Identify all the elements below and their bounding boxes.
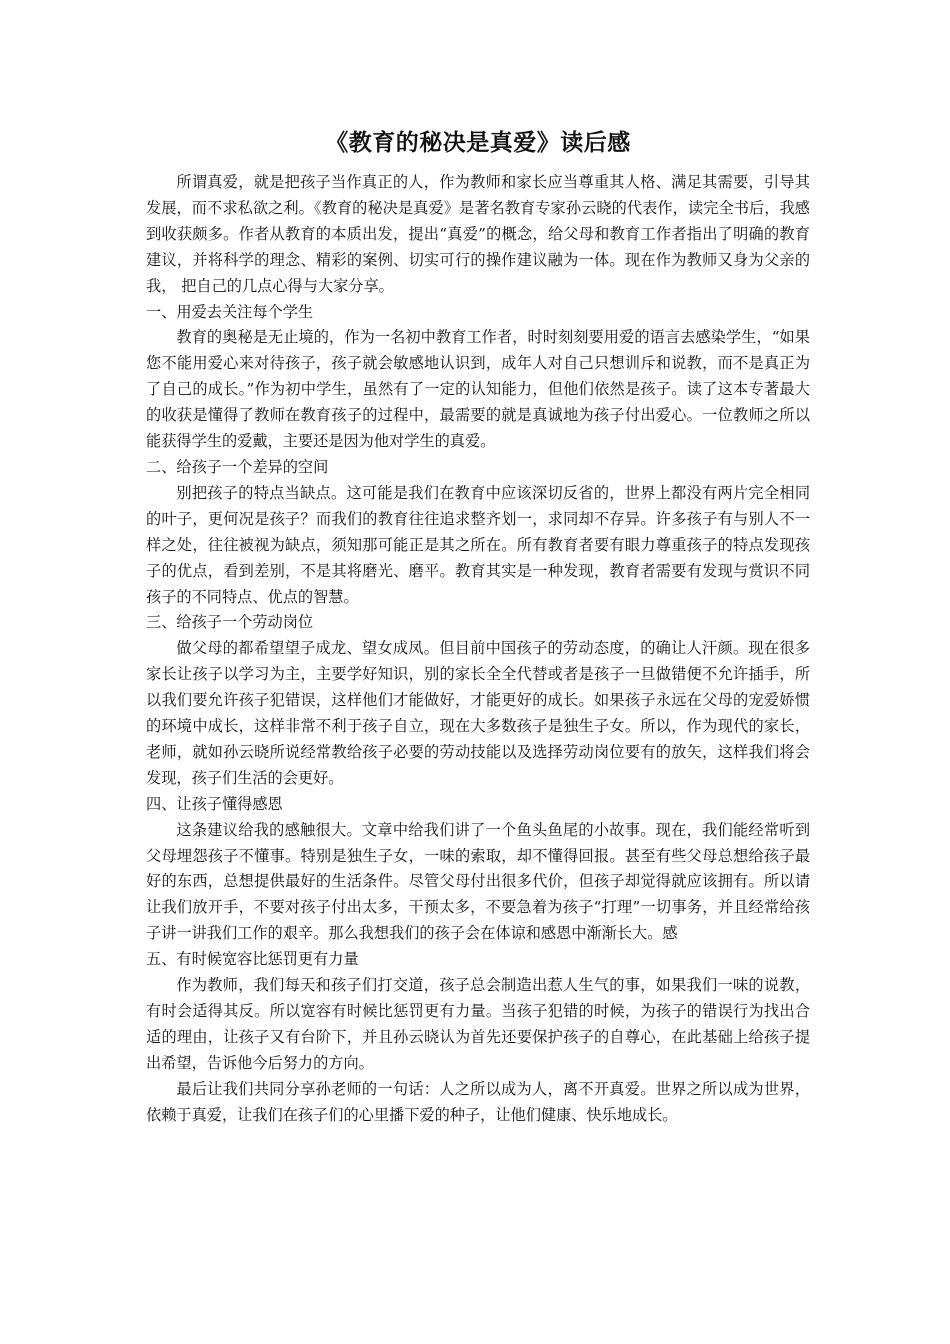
- section-heading-5: 五、有时候宽容比惩罚更有力量: [146, 950, 359, 969]
- section-heading-1: 一、用爱去关注每个学生: [146, 302, 314, 321]
- document-page: [146, 128, 810, 1129]
- conclusion-paragraph: 最后让我们共同分享孙老师的一句话：人之所以成为人，离不开真爱。世界之所以成为世界，依赖于真爱，让我们在孩子们的心里播下爱的种子，让他们健康、快乐地成长。: [146, 1079, 810, 1124]
- section-heading-3: 三、给孩子一个劳动岗位: [146, 613, 314, 632]
- section-body-1: 教育的奥秘是无止境的，作为一名初中教育工作者，时时刻刻要用爱的语言去感染学生，“如果您不能用爱心来对待孩子，孩子就会敏感地认识到，成年人对自己只想训斥和说教，而不是真正为了自己的成长。”作为初中学生，虽然有了一定的认知能力，但他们依然是孩子。读了这本专著最大的收获是懂得了教师在教育孩子的过程中，最需要的就是真诚地为孩子付出爱心。一位教师之所以能获得学生的爱戴，主要还是因为他对学生的真爱。: [146, 328, 810, 451]
- section-body-3: 做父母的都希望望子成龙、望女成凤。但目前中国孩子的劳动态度，的确让人汗颜。现在很多家长让孩子以学习为主，主要学好知识，别的家长全全代替或者是孩子一旦做错便不允许插手，所以我们要允许孩子犯错误，这样他们才能做好，才能更好的成长。如果孩子永远在父母的宠爱娇惯的环境中成长，这样非常不利于孩子自立，现在大多数孩子是独生子女。所以，作为现代的家长，老师，就如孙云晓所说经常教给孩子必要的劳动技能以及选择劳动岗位要有的放矢，这样我们将会发现，孩子们生活的会更好。: [146, 639, 810, 787]
- section-body-5: 作为教师，我们每天和孩子们打交道，孩子总会制造出惹人生气的事，如果我们一味的说教，有时会适得其反。所以宽容有时候比惩罚更有力量。当孩子犯错的时候，为孩子的错误行为找出合适的理由，让孩子又有台阶下，并且孙云晓认为首先还要保护孩子的自尊心，在此基础上给孩子提出希望，告诉他今后努力的方向。: [146, 976, 810, 1072]
- section-heading-2: 二、给孩子一个差异的空间: [146, 457, 329, 476]
- section-heading-4: 四、让孩子懂得感恩: [146, 794, 283, 813]
- section-body-4: 这条建议给我的感触很大。文章中给我们讲了一个鱼头鱼尾的小故事。现在，我们能经常听到父母埋怨孩子不懂事。特别是独生子女，一味的索取，却不懂得回报。甚至有些父母总想给孩子最好的东西，总想提供最好的生活条件。尽管父母付出很多代价，但孩子却觉得就应该拥有。所以请让我们放开手，不要对孩子付出太多，干预太多，不要急着为孩子“打理”一切事务，并且经常给孩子讲一讲我们工作的艰辛。那么我想我们的孩子会在体谅和感恩中渐渐长大。感: [146, 820, 810, 943]
- section-body-2: 别把孩子的特点当缺点。这可能是我们在教育中应该深切反省的，世界上都没有两片完全相同的叶子，更何况是孩子？而我们的教育往往追求整齐划一，求同却不存异。许多孩子有与别人不一样之处，往往被视为缺点，须知那可能正是其之所在。所有教育者要有眼力尊重孩子的特点发现孩子的优点，看到差别，不是其将磨光、磨平。教育其实是一种发现，教育者需要有发现与赏识不同孩子的不同特点、优点的智慧。: [146, 483, 810, 606]
- intro-paragraph: 所谓真爱，就是把孩子当作真正的人，作为教师和家长应当尊重其人格、满足其需要，引导其发展，而不求私欲之利。《教育的秘决是真爱》是著名教育专家孙云晓的代表作，读完全书后，我感到收获颇多。作者从教育的本质出发，提出“真爱”的概念，给父母和教育工作者指出了明确的教育建议，并将科学的理念、精彩的案例、切实可行的操作建议融为一体。现在作为教师又身为父亲的我， 把自己的几点心得与大家分享。: [146, 173, 810, 295]
- document-title: 《教育的秘决是真爱》读后感: [325, 129, 631, 156]
